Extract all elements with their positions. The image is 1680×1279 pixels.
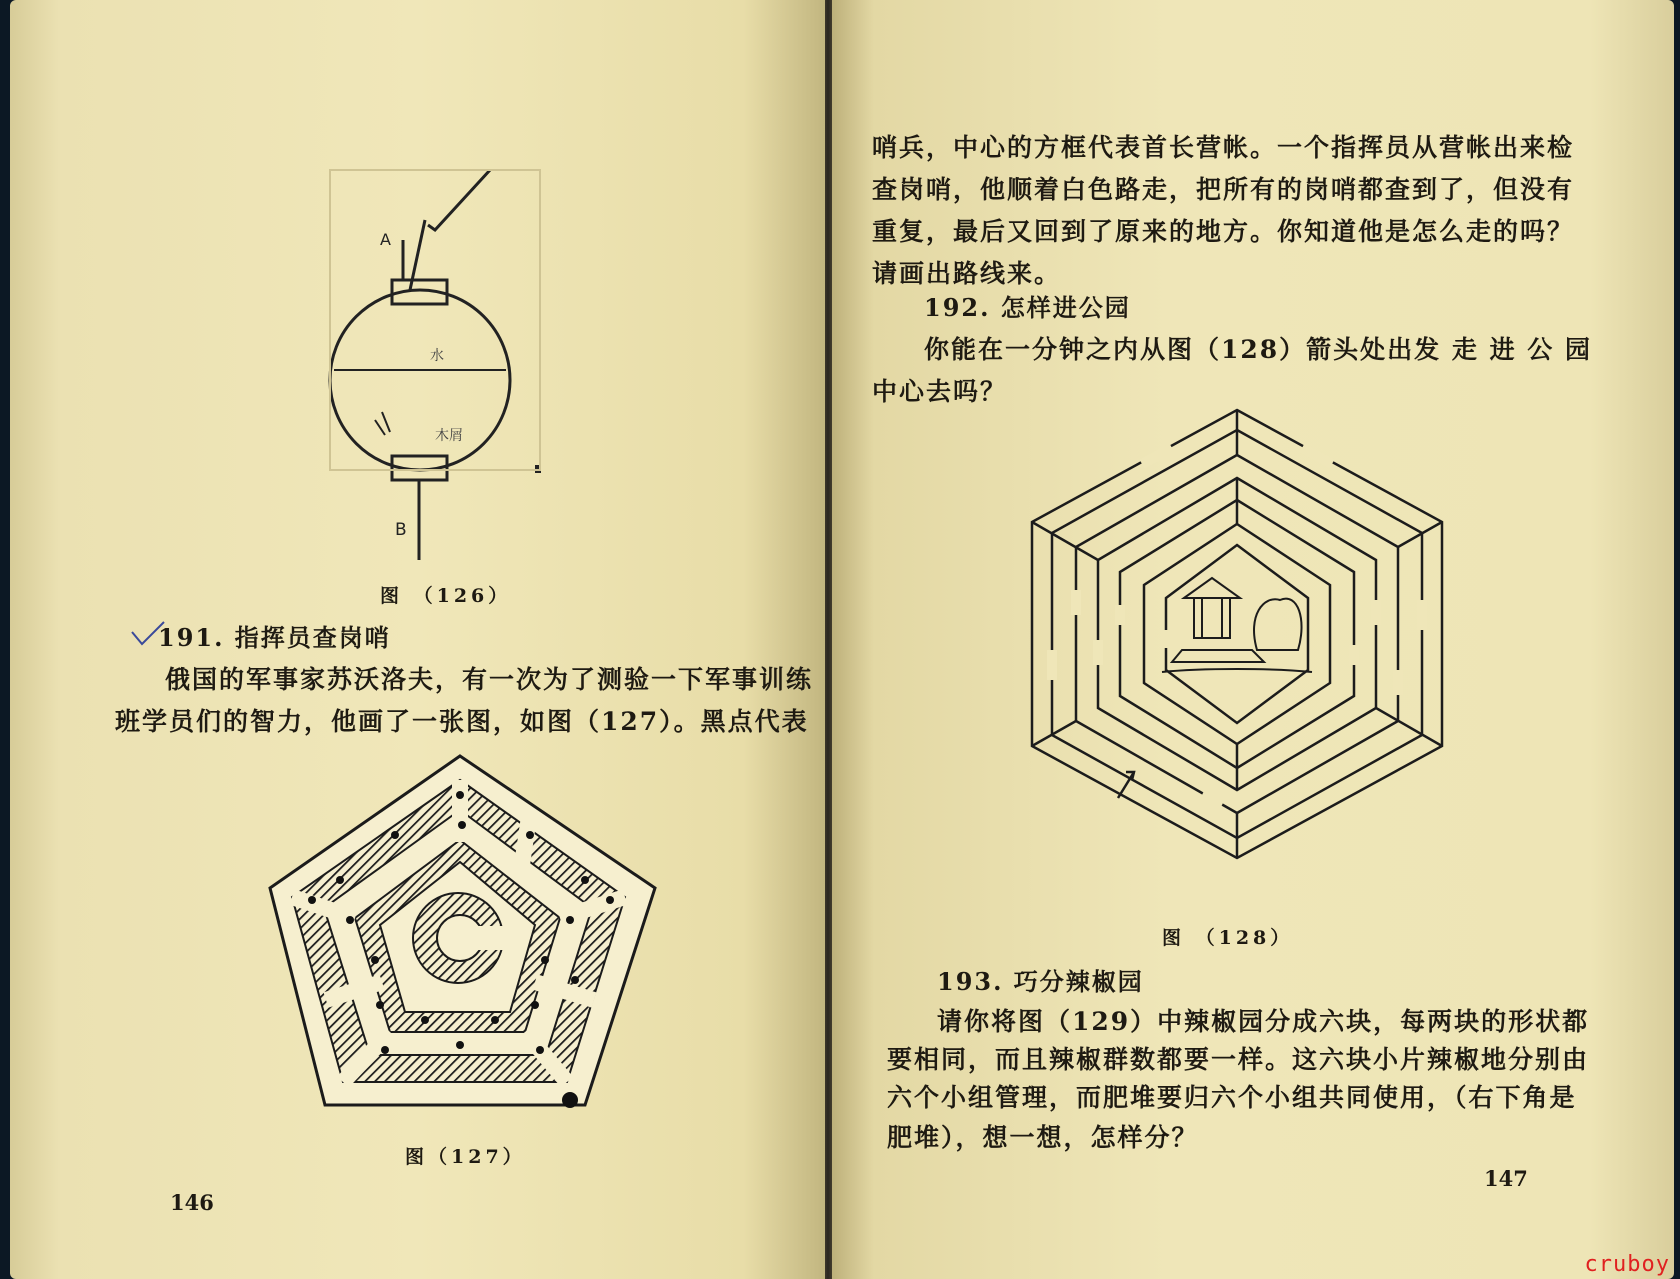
figure-126-label-sand: 木屑 [435, 428, 463, 444]
page-number-right: 147 [1484, 1166, 1528, 1191]
problem-191-cont-line-1: 哨兵，中心的方框代表首长营帐。一个指挥员从营帐出来检 [872, 133, 1575, 162]
problem-192-line-2: 中心去吗？ [872, 377, 1008, 406]
problem-193-line-1: 请你将图（129）中辣椒园分成六块，每两块的形状都 [937, 1007, 1590, 1036]
figure-126-flask [310, 150, 610, 580]
page-number-left: 146 [170, 1190, 214, 1215]
problem-193-line-4: 肥堆），想一想，怎样分？ [887, 1123, 1199, 1152]
figure-126-label-water: 水 [430, 348, 444, 364]
figure-127-pentagon [230, 750, 690, 1130]
right-page [832, 0, 1674, 1279]
figure-128-caption: 图 （128） [1162, 927, 1294, 949]
figure-126-caption: 图 （126） [380, 585, 512, 607]
problem-193-line-3: 六个小组管理，而肥堆要归六个小组共同使用，（右下角是 [887, 1083, 1577, 1112]
problem-191-cont-line-3: 重复，最后又回到了原来的地方。你知道他是怎么走的吗？ [872, 217, 1575, 246]
figure-126-label-b: B [395, 520, 407, 540]
left-page [10, 0, 825, 1279]
problem-191-line-1: 俄国的军事家苏沃洛夫，有一次为了测验一下军事训练 [165, 665, 814, 694]
problem-191-title: 191. 指挥员查岗哨 [158, 623, 391, 652]
problem-191-cont-line-4: 请画出路线来。 [872, 259, 1062, 288]
figure-126-label-a: A [380, 230, 391, 249]
problem-192-line-1: 你能在一分钟之内从图（128）箭头处出发 走 进 公 园 [924, 335, 1593, 364]
problem-193-title: 193. 巧分辣椒园 [937, 967, 1144, 996]
watermark-text: cruboy [1584, 1252, 1670, 1277]
problem-192-title: 192. 怎样进公园 [924, 293, 1131, 322]
problem-191-cont-line-2: 查岗哨，他顺着白色路走，把所有的岗哨都查到了，但没有 [872, 175, 1575, 204]
figure-127-caption: 图（127） [405, 1146, 526, 1168]
figure-128-hexagon-maze [1002, 400, 1472, 880]
problem-191-line-2: 班学员们的智力，他画了一张图，如图（127）。黑点代表 [115, 707, 809, 736]
problem-193-line-2: 要相同，而且辣椒群数都要一样。这六块小片辣椒地分别由 [887, 1045, 1590, 1074]
